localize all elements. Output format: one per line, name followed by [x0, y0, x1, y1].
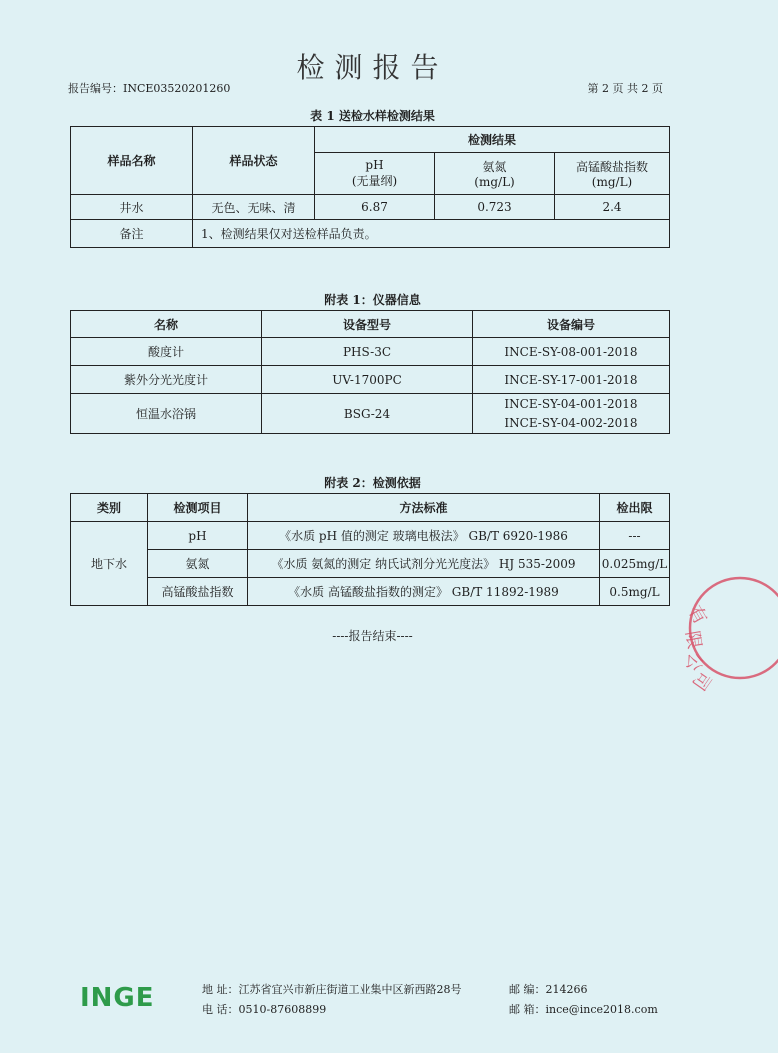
detection-limit: 0.5mg/L — [600, 578, 670, 606]
instrument-id-line: INCE-SY-04-001-2018 — [504, 396, 638, 411]
page-number: 第 2 页 共 2 页 — [587, 82, 663, 95]
phone-label: 电 话： — [202, 1003, 239, 1016]
test-results-table — [70, 126, 670, 248]
footer-address — [202, 981, 462, 997]
sub-header-unit: (无量纲) — [351, 174, 398, 188]
email-label: 邮 箱： — [509, 1003, 546, 1016]
address-label: 地 址： — [202, 983, 239, 996]
col-results: 检测结果 — [315, 127, 670, 153]
col-method: 方法标准 — [248, 494, 600, 522]
sub-header-name: 氨氮 — [482, 160, 507, 174]
instrument-table — [70, 310, 670, 434]
sub-header — [555, 153, 670, 195]
ph-value: 6.87 — [315, 195, 435, 220]
postcode-label: 邮 编： — [509, 983, 546, 996]
footer-postcode — [509, 981, 588, 997]
table2-caption: 附表 1：仪器信息 — [324, 293, 421, 307]
sub-header-name: 高锰酸盐指数 — [575, 160, 648, 174]
report-number: 报告编号：INCE03520201260 — [68, 82, 231, 95]
document-title: 检测报告 — [296, 51, 449, 84]
test-item: 高锰酸盐指数 — [148, 578, 248, 606]
table-row — [71, 394, 670, 434]
sample-state: 无色、无味、清 — [193, 195, 315, 220]
ammonia-value: 0.723 — [435, 195, 555, 220]
postcode-value: 214266 — [545, 983, 588, 996]
category-cell: 地下水 — [71, 522, 148, 606]
instrument-name: 紫外分光光度计 — [71, 366, 262, 394]
table3-caption: 附表 2：检测依据 — [324, 476, 421, 490]
svg-text:司: 司 — [687, 667, 716, 694]
method-table — [70, 493, 670, 606]
sub-header — [315, 153, 435, 195]
permanganate-value: 2.4 — [555, 195, 670, 220]
detection-limit: --- — [600, 522, 670, 550]
address-value: 江苏省宜兴市新庄街道工业集中区新西路28号 — [238, 983, 462, 996]
instrument-model: PHS-3C — [262, 338, 473, 366]
svg-text:有: 有 — [683, 602, 711, 629]
col-sample-state: 样品状态 — [193, 127, 315, 195]
table-row — [71, 195, 670, 220]
footer-phone — [202, 1001, 326, 1017]
instrument-id: INCE-SY-08-001-2018 — [473, 338, 670, 366]
footer-email — [509, 1001, 658, 1017]
col-test-item: 检测项目 — [148, 494, 248, 522]
sub-header-unit: (mg/L) — [591, 175, 633, 189]
method-standard: 《水质 pH 值的测定 玻璃电极法》 GB/T 6920-1986 — [248, 522, 600, 550]
instrument-id-line: INCE-SY-04-002-2018 — [504, 415, 638, 430]
remark-text: 1、检测结果仅对送检样品负责。 — [193, 220, 670, 248]
method-standard: 《水质 氨氮的测定 纳氏试剂分光光度法》 HJ 535-2009 — [248, 550, 600, 578]
table1-caption: 表 1 送检水样检测结果 — [310, 109, 435, 123]
test-item: 氨氮 — [148, 550, 248, 578]
table-row — [71, 550, 670, 578]
sample-name: 井水 — [71, 195, 193, 220]
inge-logo: INGE — [80, 983, 155, 1013]
table-row — [71, 338, 670, 366]
sub-header-name: pH — [365, 158, 384, 172]
detection-limit: 0.025mg/L — [600, 550, 670, 578]
sub-header-unit: (mg/L) — [474, 175, 515, 189]
instrument-model: BSG-24 — [262, 394, 473, 434]
col-limit: 检出限 — [600, 494, 670, 522]
svg-text:公: 公 — [681, 651, 706, 673]
company-seal — [668, 570, 778, 694]
instrument-name: 酸度计 — [71, 338, 262, 366]
instrument-name: 恒温水浴锅 — [71, 394, 262, 434]
col-model: 设备型号 — [262, 311, 473, 338]
instrument-id — [473, 394, 670, 434]
table-row — [71, 578, 670, 606]
col-sample-name: 样品名称 — [71, 127, 193, 195]
table-row — [71, 366, 670, 394]
instrument-model: UV-1700PC — [262, 366, 473, 394]
col-equipment-id: 设备编号 — [473, 311, 670, 338]
col-category: 类别 — [71, 494, 148, 522]
remark-label: 备注 — [71, 220, 193, 248]
phone-value: 0510-87608899 — [238, 1003, 327, 1016]
svg-text:限: 限 — [681, 629, 705, 651]
report-end-marker: ----报告结束---- — [332, 629, 413, 643]
table-row — [71, 522, 670, 550]
email-value: ince@ince2018.com — [545, 1003, 658, 1016]
sub-header — [435, 153, 555, 195]
table-row — [71, 220, 670, 248]
col-instrument-name: 名称 — [71, 311, 262, 338]
test-item: pH — [148, 522, 248, 550]
method-standard: 《水质 高锰酸盐指数的测定》 GB/T 11892-1989 — [248, 578, 600, 606]
instrument-id: INCE-SY-17-001-2018 — [473, 366, 670, 394]
